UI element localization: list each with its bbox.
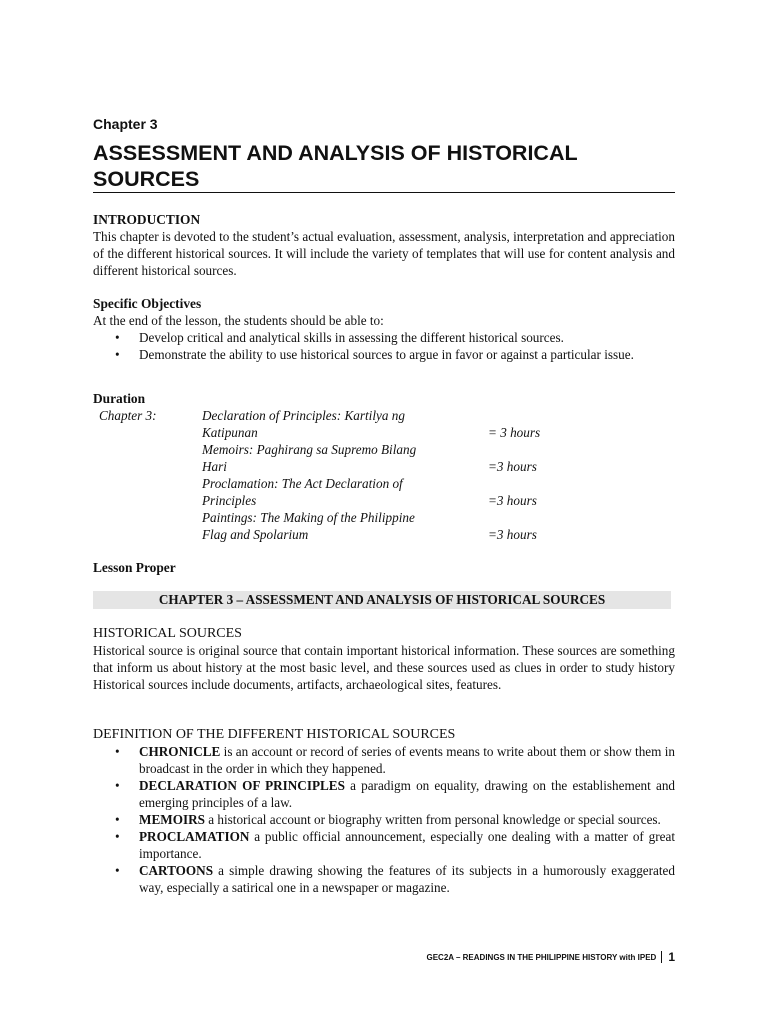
introduction-heading: INTRODUCTION bbox=[93, 212, 201, 227]
duration-row-4-line1: Paintings: The Making of the Philippine bbox=[202, 510, 415, 525]
introduction-section bbox=[93, 211, 675, 279]
duration-row-3-hours: =3 hours bbox=[488, 493, 537, 508]
duration-row-2-line2: Hari bbox=[202, 459, 227, 474]
list-item bbox=[93, 828, 675, 862]
objectives-section bbox=[93, 295, 675, 363]
definitions-heading: DEFINITION OF THE DIFFERENT HISTORICAL SOURCES bbox=[93, 727, 456, 742]
page-footer bbox=[426, 950, 675, 964]
footer-course: GEC2A – READINGS IN THE PHILIPPINE HISTORY with IPED bbox=[426, 952, 657, 962]
objectives-list bbox=[93, 329, 675, 363]
duration-row-1-line2: Katipunan bbox=[202, 425, 258, 440]
list-item: • Demonstrate the ability to use historical sources to argue in favor or against a particular issue. bbox=[93, 346, 675, 363]
definition-term: PROCLAMATION bbox=[139, 829, 250, 844]
definition-term: CARTOONS bbox=[139, 863, 214, 878]
lesson-proper-heading: Lesson Proper bbox=[93, 560, 176, 575]
list-item bbox=[93, 811, 675, 828]
duration-row-1-line1: Declaration of Principles: Kartilya ng bbox=[202, 408, 405, 423]
definition-text: a historical account or biography written from personal knowledge or special sources. bbox=[204, 812, 661, 827]
definition-text: a paradigm on equality, drawing on the establishement and emerging principles of a law. bbox=[139, 778, 676, 810]
definitions-section bbox=[93, 726, 675, 896]
duration-row-2-hours: =3 hours bbox=[488, 459, 537, 474]
duration-row-1-hours: = 3 hours bbox=[488, 425, 541, 440]
objectives-heading: Specific Objectives bbox=[93, 296, 202, 311]
lesson-proper-section bbox=[93, 559, 675, 576]
duration-row-4-line2: Flag and Spolarium bbox=[202, 527, 309, 542]
duration-chapter: Chapter 3: bbox=[99, 408, 157, 423]
duration-row-3-line1: Proclamation: The Act Declaration of bbox=[202, 476, 403, 491]
duration-heading: Duration bbox=[93, 391, 146, 406]
introduction-body: This chapter is devoted to the student’s actual evaluation, assessment, analysis, interpretation and appreciation of the different historical sources. It will include the variety of templates that will use for content analysis and different historical sources. bbox=[93, 229, 675, 278]
definition-text: is an account or record of series of events means to write about them or show them in broadcast in the order in which they happened. bbox=[139, 744, 675, 776]
chapter-label: Chapter 3 bbox=[93, 116, 158, 132]
footer-divider bbox=[661, 951, 662, 963]
objectives-intro: At the end of the lesson, the students should be able to: bbox=[93, 313, 384, 328]
list-item: • Develop critical and analytical skills in assessing the different historical sources. bbox=[93, 329, 675, 346]
list-item bbox=[93, 777, 675, 811]
definitions-list bbox=[93, 743, 675, 896]
list-item bbox=[93, 743, 675, 777]
page-number: 1 bbox=[668, 950, 675, 964]
list-item bbox=[93, 862, 675, 896]
duration-row-3-line2: Principles bbox=[202, 493, 257, 508]
definition-text: a simple drawing showing the features of its subjects in a humorously exaggerated way, especially a satirical one in a newspaper or magazine. bbox=[139, 863, 675, 895]
historical-sources-heading: HISTORICAL SOURCES bbox=[93, 626, 242, 641]
historical-sources-section bbox=[93, 625, 675, 693]
page-title: ASSESSMENT AND ANALYSIS OF HISTORICAL SOURCES bbox=[93, 140, 675, 193]
definition-term: CHRONICLE bbox=[139, 744, 221, 759]
chapter-banner: CHAPTER 3 – ASSESSMENT AND ANALYSIS OF HISTORICAL SOURCES bbox=[93, 591, 671, 609]
historical-sources-body: Historical source is original source that contain important historical information. These sources are something that inform us about history at the most basic level, and these sources used as clues in order to study history Historical sources include documents, artifacts, archaeological sites, features. bbox=[93, 643, 675, 692]
definition-text: a public official announcement, especially one dealing with a matter of great importance. bbox=[139, 829, 675, 861]
duration-row-2-line1: Memoirs: Paghirang sa Supremo Bilang bbox=[202, 442, 417, 457]
duration-section bbox=[93, 390, 675, 543]
definition-term: MEMOIRS bbox=[139, 812, 205, 827]
duration-row-4-hours: =3 hours bbox=[488, 527, 537, 542]
definition-term: DECLARATION OF PRINCIPLES bbox=[139, 778, 345, 793]
